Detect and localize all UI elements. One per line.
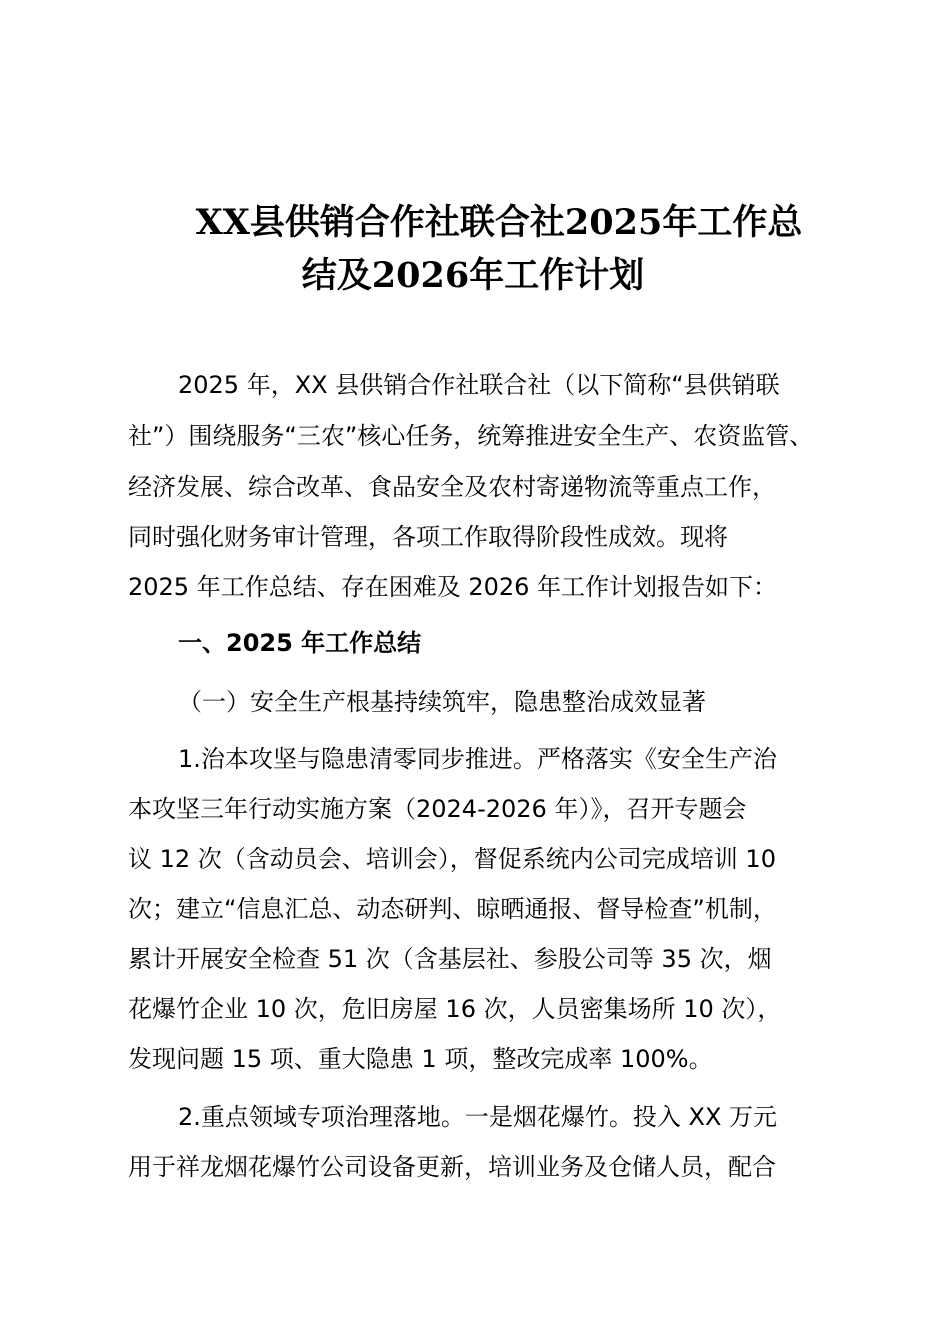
paragraph-line: 1.治本攻坚与隐患清零同步推进。严格落实《安全生产治	[178, 745, 777, 773]
subsection-heading: （一）安全生产根基持续筑牢，隐患整治成效显著	[178, 688, 706, 716]
intro-paragraph-line: 社”）围绕服务“三农”核心任务，统筹推进安全生产、农资监管、	[128, 422, 814, 450]
document-title-line-1: XX县供销合作社联合社2025年工作总	[195, 202, 803, 243]
intro-paragraph-line: 2025 年工作总结、存在困难及 2026 年工作计划报告如下：	[128, 573, 778, 601]
section-heading: 一、2025 年工作总结	[178, 629, 422, 657]
intro-paragraph-line: 同时强化财务审计管理，各项工作取得阶段性成效。现将	[128, 523, 728, 551]
paragraph-line: 议 12 次（含动员会、培训会），督促系统内公司完成培训 10	[128, 845, 776, 873]
paragraph-line: 发现问题 15 项、重大隐患 1 项，整改完成率 100%。	[128, 1045, 713, 1073]
paragraph-line: 用于祥龙烟花爆竹公司设备更新，培训业务及仓储人员，配合	[128, 1153, 776, 1181]
intro-paragraph-line: 经济发展、综合改革、食品安全及农村寄递物流等重点工作，	[128, 473, 776, 501]
paragraph-line: 次；建立“信息汇总、动态研判、晾晒通报、督导检查”机制，	[128, 895, 777, 923]
paragraph-line: 花爆竹企业 10 次，危旧房屋 16 次，人员密集场所 10 次），	[128, 995, 782, 1023]
document-title-line-2: 结及2026年工作计划	[301, 255, 645, 296]
paragraph-line: 本攻坚三年行动实施方案（2024-2026 年）》，召开专题会	[128, 795, 747, 823]
paragraph-line: 2.重点领域专项治理落地。一是烟花爆竹。投入 XX 万元	[178, 1103, 778, 1131]
intro-paragraph-line: 2025 年，XX 县供销合作社联合社（以下简称“县供销联	[178, 371, 780, 399]
paragraph-line: 累计开展安全检查 51 次（含基层社、参股公司等 35 次，烟	[128, 945, 772, 973]
